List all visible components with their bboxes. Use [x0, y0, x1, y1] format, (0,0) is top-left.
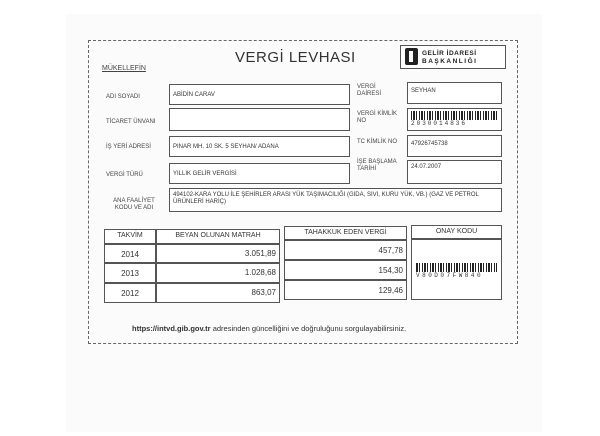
tc-kimlik-label: TC KİMLİK NO [357, 139, 398, 145]
row-2014-vergi: 457,78 [284, 240, 407, 260]
faaliyet-label: ANA FAALİYET KODU VE ADI [113, 198, 155, 211]
vergi-dairesi-label: VERGİ DAİRESİ [357, 84, 382, 97]
row-2012-matrah: 863,07 [156, 283, 280, 303]
document-title: VERGİ LEVHASI [235, 49, 356, 66]
vergi-turu-field: YILLIK GELİR VERGİSİ [169, 163, 350, 184]
row-2012-vergi: 129,46 [284, 280, 407, 300]
vergi-kimlik-number: 2030014836 [411, 120, 468, 127]
is-yeri-label: İŞ YERİ ADRESİ [106, 144, 151, 150]
section-label: MÜKELLEFİN [102, 65, 146, 72]
header-takvim: TAKVİM [104, 229, 156, 244]
vergi-kimlik-label: VERGİ KİMLİK NO [357, 111, 398, 124]
row-2014-year: 2014 [104, 244, 156, 263]
row-2013-year: 2013 [104, 263, 156, 283]
onay-kodu-field [411, 239, 502, 300]
vergi-turu-label: VERGİ TÜRÜ [106, 172, 143, 178]
verification-url[interactable]: https://intvd.gib.gov.tr [132, 324, 211, 333]
row-2013-matrah: 1.028,68 [156, 263, 280, 283]
vergi-kimlik-field [407, 108, 502, 131]
gib-logo [400, 45, 506, 69]
verification-text: adresinden güncelliğini ve doğruluğunu sorgulayabilirsiniz. [210, 324, 407, 333]
header-vergi: TAHAKKUK EDEN VERGİ [284, 226, 407, 240]
header-onay: ONAY KODU [411, 225, 502, 239]
faaliyet-field: 494102-KARA YOLU İLE ŞEHİRLER ARASI YÜK TAŞIMACILIĞI (GIDA, SIVI, KURU YÜK, VB.) (GAZ VE PETROL ÜRÜNLERİ HARİÇ) [169, 188, 502, 212]
row-2012-year: 2012 [104, 283, 156, 303]
adi-soyadi-field: ABİDİN CARAV [169, 84, 350, 105]
adi-soyadi-label: ADI SOYADI [106, 94, 140, 100]
vergi-kimlik-barcode [411, 111, 498, 120]
row-2013-vergi: 154,30 [284, 260, 407, 280]
header-matrah: BEYAN OLUNAN MATRAH [156, 229, 280, 244]
ise-baslama-label: İŞE BAŞLAMA TARİHİ [357, 159, 397, 172]
tc-kimlik-field: 47926745738 [407, 135, 502, 157]
logo-line2: BAŞKANLIĞI [422, 58, 478, 65]
onay-kodu-text: V80D07FW840 [416, 272, 484, 279]
ticaret-unvani-field [169, 108, 350, 131]
ise-baslama-field: 24.07.2007 [407, 160, 502, 184]
onay-kodu-barcode [416, 263, 497, 272]
is-yeri-field: PINAR MH. 10 SK. 5 SEYHAN/ ADANA [169, 136, 350, 157]
vergi-dairesi-field: SEYHAN [407, 82, 502, 104]
ticaret-unvani-label: TİCARET ÜNVANI [106, 119, 156, 125]
row-2014-matrah: 3.051,89 [156, 244, 280, 263]
logo-line1: GELİR İDARESİ [422, 50, 477, 57]
gib-logo-icon [405, 48, 418, 65]
verification-note [132, 324, 406, 333]
